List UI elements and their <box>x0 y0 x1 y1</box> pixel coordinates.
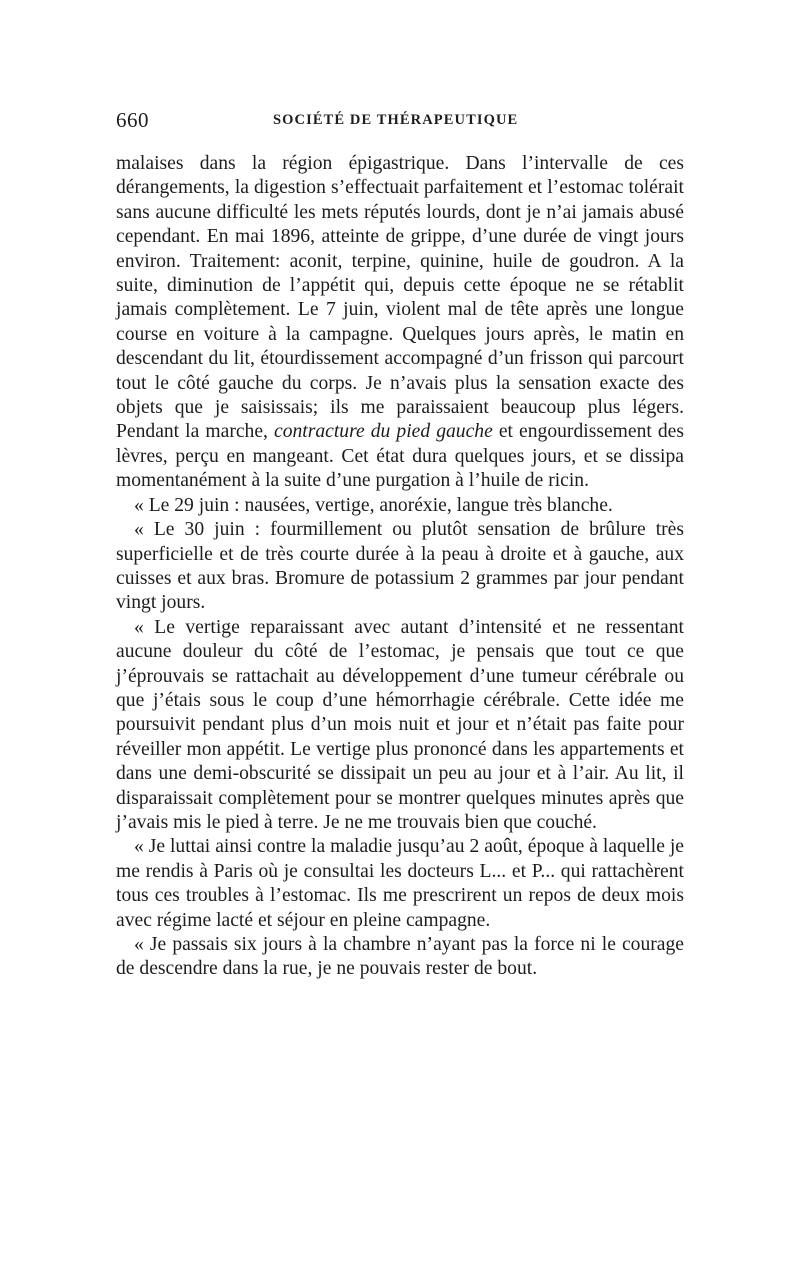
running-head <box>116 108 684 138</box>
text-segment: « Je passais six jours à la chambre n’ayant pas la force ni le courage de descendre dans la rue, je ne pouvais rester de bout. <box>116 934 684 980</box>
text-segment: malaises dans la région épigastrique. Dans l’intervalle de ces dérangements, la digestion s’effectuait parfaitement et l’estomac tolérait sans aucune difficulté les mets réputés lourds, dont je n’ai jamais abusé cependant. En mai 1896, atteinte de grippe, d’une durée de vingt jours environ. Traitement: aconit, terpine, quinine, huile de goudron. A la suite, diminution de l’appétit qui, depuis cette époque ne se rétablit jamais complètement. Le 7 juin, violent mal de tête après une longue course en voiture à la campagne. Quelques jours après, le matin en descendant du lit, étourdissement accompagné d’un frisson qui parcourt tout le côté gauche du corps. Je n’avais plus la sensation exacte des objets que je saisissais; ils me paraissaient beaucoup plus légers. Pendant la marche, <box>116 153 684 443</box>
paragraph-june-29 <box>116 494 684 518</box>
text-segment: « Le 29 juin : nausées, vertige, anoréxie, langue très blanche. <box>134 494 613 516</box>
paragraph-six-days <box>116 933 684 982</box>
text-segment: « Je luttai ainsi contre la maladie jusqu’au 2 août, époque à laquelle je me rendis à Paris où je consultai les docteurs L... et P... qui rattachèrent tous ces troubles à l’estomac. Ils me prescrirent un repos de deux mois avec régime lacté et séjour en pleine campagne. <box>116 836 684 931</box>
paragraph-august-2 <box>116 835 684 933</box>
book-page <box>116 108 684 982</box>
running-title: SOCIÉTÉ DE THÉRAPEUTIQUE <box>273 112 519 128</box>
text-segment: « Le vertige reparaissant avec autant d’intensité et ne ressentant aucune douleur du côté de l’estomac, je pensais que tout ce que j’éprouvais se rattachait au développement d’une tumeur cérébrale ou que j’étais sous le coup d’une hémorrhagie cérébrale. Cette idée me poursuivit pendant plus d’un mois nuit et jour et n’était pas faite pour réveiller mon appétit. Le vertige plus prononcé dans les appartements et dans une demi-obscurité se dissipait un peu au jour et à l’air. Au lit, il disparaissait complètement pour se montrer quelques minutes après que j’avais mis le pied à terre. Je ne me trouvais bien que couché. <box>116 616 684 833</box>
italic-text-segment: contracture du pied gauche <box>274 421 493 443</box>
paragraph-vertigo <box>116 616 684 836</box>
paragraph-june-30 <box>116 518 684 616</box>
text-segment: « Le 30 juin : fourmillement ou plutôt sensation de brûlure très superficielle et de très courte durée à la peau à droite et à gauche, aux cuisses et aux bras. Bromure de potassium 2 grammes par jour pendant vingt jours. <box>116 519 684 614</box>
body-text <box>116 152 684 982</box>
text-segment: et engourdissement des lèvres, perçu en mangeant. Cet état dura quelques jours, et se dissipa momentanément à la suite d’une purgation à l’huile de ricin. <box>116 421 684 492</box>
page-number: 660 <box>116 108 149 132</box>
paragraph-continuation <box>116 152 684 494</box>
